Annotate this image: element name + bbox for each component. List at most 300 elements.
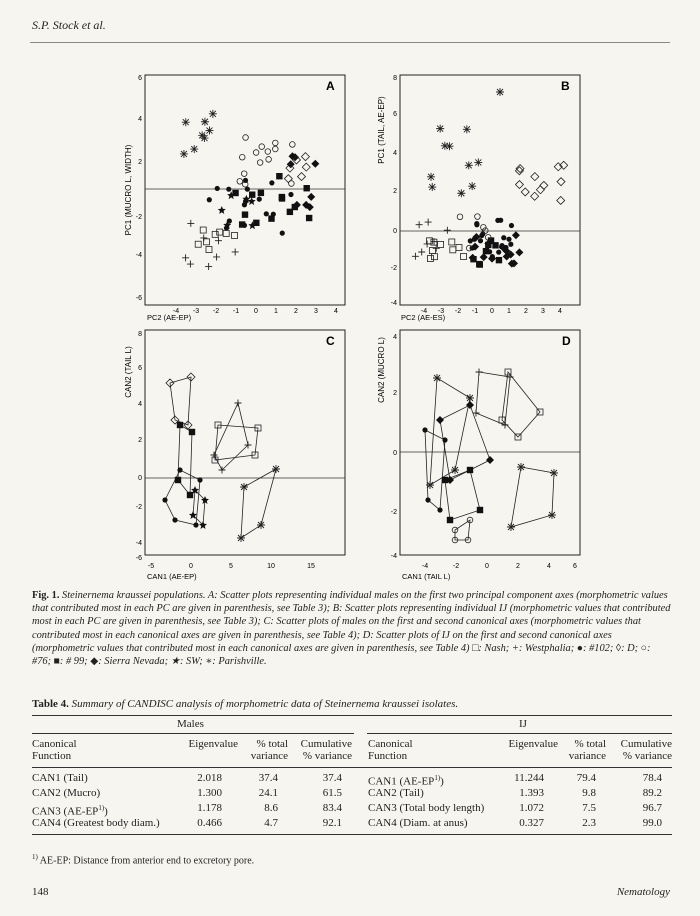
- scatter-marker: [485, 242, 491, 248]
- panel-c-ytick: -4: [135, 540, 142, 547]
- males-row-1-function: CAN1 (Tail): [32, 772, 88, 784]
- scatter-marker: [477, 507, 483, 513]
- ij-row-2-eigen: 1.393: [519, 787, 544, 799]
- scatter-marker: [437, 507, 442, 512]
- ij-row-4-cum: 99.0: [642, 817, 662, 829]
- ij-col-cum-l1: Cumulative: [620, 738, 672, 750]
- scatter-marker: [461, 253, 467, 259]
- scatter-marker: [239, 154, 245, 160]
- scatter-marker: [531, 192, 539, 200]
- ij-row-1-footnote-ref: 1): [434, 774, 441, 782]
- scatter-marker: [269, 180, 274, 185]
- scatter-marker: [253, 150, 259, 156]
- males-col-pct: [244, 738, 288, 762]
- panel-c-xtick: -5: [147, 563, 155, 570]
- convex-hull-polygon: [440, 405, 490, 480]
- panel-a-xtick: -4: [172, 308, 180, 315]
- scatter-marker: [531, 173, 539, 181]
- scatter-marker: [200, 227, 206, 233]
- scatter-marker: [205, 127, 213, 135]
- panel-d-xlabel: CAN1 (TAIL L): [402, 572, 451, 581]
- ij-row-2-cum: 89.2: [642, 787, 662, 799]
- scatter-marker: [215, 186, 220, 191]
- males-col-cum: [292, 738, 352, 762]
- males-col-function-l2: Function: [32, 750, 72, 762]
- scatter-marker: [486, 456, 494, 464]
- panel-a: [124, 75, 345, 322]
- ij-row-1-pct: 79.4: [576, 772, 596, 784]
- scatter-marker: [172, 517, 177, 522]
- panel-c-xtick: 15: [307, 563, 315, 570]
- scatter-marker: [264, 211, 269, 216]
- table-title-text: Summary of CANDISC analysis of morphometric data of Steinernema kraussei isolates.: [71, 698, 459, 710]
- scatter-marker: [488, 255, 496, 263]
- scatter-marker: [427, 173, 435, 181]
- scatter-marker: [431, 254, 437, 260]
- panel-a-xtick: 4: [334, 308, 338, 315]
- scatter-marker: [438, 241, 444, 247]
- males-row-4-function: CAN4 (Greatest body diam.): [32, 817, 160, 829]
- panel-b-frame: [400, 75, 580, 305]
- scatter-marker: [257, 197, 262, 202]
- ij-row-1-cum: 78.4: [642, 772, 662, 784]
- scatter-marker: [257, 521, 265, 529]
- caption-text: Steinernema kraussei populations. A: Scatter plots representing individual males on the first two principal component axes (morphometric values that contributed most in each PC are given in parenthesis, see Table 3); B: Scatter plots representing individual IJ (morphometric values that contributed most in each PC are given in parenthesis, see Table 3); C: Scatter plots of males on the first and second canonical axes (morphometric values that contributed most in each canonical axes are given in parenthesis, see Table 4); D: Scatter plots of IJ on the first and second canonical axes (morphometric values that contributed most in each canonical axes are given in parenthesis, see Table 4) □: Nash; +: Westphalia; ●: #102; ◊: D; ○: #76; ■: # 99; ◆: Sierra Nevada; ★: SW; ∗: Parishville.: [32, 590, 671, 668]
- scatter-marker: [259, 144, 265, 150]
- scatter-marker: [436, 416, 444, 424]
- scatter-marker: [209, 110, 217, 118]
- scatter-marker: [187, 492, 193, 498]
- scatter-marker: [468, 182, 476, 190]
- scatter-marker: [433, 374, 441, 382]
- panel-d-yticks: [391, 334, 397, 560]
- footnote-marker: 1): [32, 853, 38, 861]
- ij-row-3-eigen: 1.072: [519, 802, 544, 814]
- males-row-4-pct: 4.7: [264, 817, 278, 829]
- scatter-marker: [449, 239, 455, 245]
- scatter-marker: [457, 189, 465, 197]
- scatter-marker: [307, 193, 315, 201]
- figure-caption: [32, 589, 672, 668]
- scatter-marker: [427, 256, 433, 262]
- panel-b-points: [412, 88, 568, 268]
- panel-d-ytick: -4: [390, 553, 397, 560]
- ij-row-4-function: CAN4 (Diam. at anus): [368, 817, 468, 829]
- ij-heading: IJ: [519, 718, 527, 730]
- males-row-1-cum: 37.4: [322, 772, 342, 784]
- scatter-marker: [193, 522, 198, 527]
- scatter-marker: [287, 209, 293, 215]
- ij-row-1-eigen: 11.244: [514, 772, 544, 784]
- ij-row-4-eigen: 0.327: [519, 817, 544, 829]
- scatter-marker: [195, 241, 201, 247]
- panel-b-xtick: -3: [437, 308, 445, 315]
- scatter-marker: [217, 229, 223, 235]
- scatter-marker: [444, 227, 451, 234]
- panel-a-xtick: 1: [274, 308, 278, 315]
- scatter-marker: [436, 125, 444, 133]
- panel-b-ylabel: PC1 (TAIL, AE-EP): [377, 96, 386, 164]
- scatter-marker: [540, 181, 548, 189]
- scatter-marker: [442, 477, 448, 483]
- scatter-marker: [536, 186, 544, 194]
- ij-row-1-function: [368, 771, 444, 786]
- scatter-marker: [418, 248, 425, 255]
- scatter-marker: [212, 231, 218, 237]
- scatter-marker: [257, 160, 263, 166]
- journal-name: Nematology: [616, 886, 670, 898]
- panel-d-xtick: 6: [573, 563, 577, 570]
- panel-b-yticks: [391, 75, 397, 307]
- panel-a-xtick: -1: [232, 308, 240, 315]
- scatter-marker: [207, 197, 212, 202]
- panel-b-xtick: -2: [454, 308, 462, 315]
- convex-hull-polygon: [214, 403, 248, 470]
- panel-b-ytick: 2: [393, 188, 397, 195]
- scatter-marker: [483, 228, 489, 234]
- males-col-pct-l1: % total: [256, 738, 288, 750]
- scatter-marker: [425, 219, 432, 226]
- scatter-marker: [175, 477, 181, 483]
- scatter-marker: [162, 497, 167, 502]
- scatter-marker: [508, 242, 513, 247]
- panel-a-ytick: 2: [138, 159, 142, 166]
- scatter-marker: [557, 196, 565, 204]
- panel-b-xtick: 2: [524, 308, 528, 315]
- scatter-marker: [451, 466, 459, 474]
- panel-a-xtick: 3: [314, 308, 318, 315]
- convex-hull-polygon: [502, 372, 540, 437]
- panel-d-xticks: [422, 563, 577, 570]
- males-row-3-footnote-ref: 1): [98, 804, 105, 812]
- panel-d-frame: [400, 330, 580, 555]
- ij-row-3-cum: 96.7: [642, 802, 662, 814]
- males-col-eigen: Eigenvalue: [188, 738, 238, 750]
- scatter-marker: [268, 215, 274, 221]
- table-title: [32, 698, 458, 710]
- panel-c-points: [162, 373, 280, 542]
- panel-a-letter: A: [326, 79, 335, 93]
- scatter-marker: [424, 240, 431, 247]
- scatter-marker: [483, 248, 489, 254]
- panel-c-ytick: 0: [138, 475, 142, 482]
- caption-label: Fig. 1.: [32, 590, 60, 601]
- panel-d-ytick: 4: [393, 334, 397, 341]
- panel-a-xtick: -2: [212, 308, 220, 315]
- panel-b-ytick: 8: [393, 75, 397, 82]
- scatter-marker: [425, 497, 430, 502]
- ij-col-cum-l2: % variance: [622, 750, 672, 762]
- panel-c-ylabel: CAN2 (TAIL L): [124, 346, 133, 398]
- scatter-marker: [442, 437, 447, 442]
- panel-c-xlabel: CAN1 (AE-EP): [147, 572, 197, 581]
- ij-row-3-function: CAN3 (Total body length): [368, 802, 485, 814]
- scatter-marker: [273, 140, 279, 146]
- panel-c-ytick: -6: [135, 555, 142, 562]
- scatter-marker: [232, 248, 239, 255]
- page-number: 148: [32, 886, 49, 898]
- convex-hull-polygon: [430, 378, 470, 485]
- males-col-function: [32, 738, 77, 762]
- scatter-marker: [433, 245, 440, 252]
- scatter-marker: [177, 467, 182, 472]
- convex-hull-polygon: [215, 425, 258, 460]
- scatter-marker: [474, 222, 479, 227]
- panel-b-ytick: 4: [393, 150, 397, 157]
- scatter-marker: [474, 158, 482, 166]
- convex-hull-polygon: [178, 425, 192, 495]
- scatter-marker: [187, 220, 194, 227]
- panel-b-xtick: 4: [558, 308, 562, 315]
- ij-row-3-pct: 7.5: [582, 802, 596, 814]
- scatter-marker: [288, 192, 293, 197]
- scatter-marker: [477, 261, 483, 267]
- scatter-marker: [304, 185, 310, 191]
- males-row-3-pct: 8.6: [264, 802, 278, 814]
- scatter-marker: [204, 239, 210, 245]
- scatter-marker: [211, 452, 218, 459]
- scatter-marker: [201, 118, 209, 126]
- panel-d-xtick: 0: [485, 563, 489, 570]
- scatter-marker: [182, 118, 190, 126]
- scatter-marker: [515, 248, 523, 256]
- scatter-marker: [189, 429, 195, 435]
- panel-b-xtick: 0: [490, 308, 494, 315]
- scatter-marker: [450, 247, 456, 253]
- scatter-marker: [215, 237, 222, 244]
- males-heading: Males: [177, 718, 204, 730]
- panel-a-yticks: [136, 75, 142, 302]
- panel-b-xtick: 3: [541, 308, 545, 315]
- scatter-marker: [467, 467, 473, 473]
- scatter-marker: [463, 125, 471, 133]
- scatter-marker: [441, 142, 449, 150]
- scatter-marker: [232, 232, 238, 238]
- scatter-marker: [498, 218, 503, 223]
- scatter-marker: [284, 175, 292, 183]
- males-col-pct-l2: variance: [250, 750, 288, 762]
- males-row-3-function-end: ): [104, 805, 108, 818]
- panel-a-xticks: [173, 308, 338, 315]
- scatter-marker: [557, 178, 565, 186]
- panel-d-xtick: 2: [516, 563, 520, 570]
- scatter-marker: [223, 230, 229, 236]
- males-row-2-eigen: 1.300: [197, 787, 222, 799]
- scatter-marker: [507, 523, 515, 531]
- scatter-marker: [492, 242, 498, 248]
- scatter-marker: [245, 187, 250, 192]
- table-label: Table 4.: [32, 698, 69, 710]
- scatter-marker: [478, 238, 483, 243]
- ij-row-2-pct: 9.8: [582, 787, 596, 799]
- convex-hull-polygon: [511, 467, 554, 527]
- scatter-marker: [266, 157, 272, 163]
- panel-d-polygons: [425, 372, 554, 540]
- panel-c-letter: C: [326, 334, 335, 348]
- panel-c-ytick: -2: [135, 504, 142, 511]
- panel-a-xlabel: PC2 (AE-EP): [147, 313, 192, 322]
- scatter-marker: [280, 231, 285, 236]
- scatter-marker: [502, 422, 509, 429]
- panel-a-points: [180, 110, 319, 270]
- males-col-function-l1: Canonical: [32, 738, 77, 750]
- panel-a-ytick: 4: [138, 116, 142, 123]
- panel-a-ytick: -4: [135, 252, 142, 259]
- scatter-marker: [213, 253, 220, 260]
- ij-col-pct-l2: variance: [568, 750, 606, 762]
- panel-c-yticks: [136, 331, 142, 562]
- scatter-marker: [517, 463, 525, 471]
- scatter-marker: [466, 394, 474, 402]
- scatter-marker: [506, 237, 511, 242]
- panel-c-xtick: 0: [189, 563, 193, 570]
- scatter-marker: [273, 146, 279, 152]
- males-col-cum-l1: Cumulative: [300, 738, 352, 750]
- males-row-3-function-text: CAN3 (AE-EP: [32, 805, 99, 818]
- scatter-marker: [198, 131, 206, 139]
- scatter-marker: [550, 469, 558, 477]
- males-row-2-cum: 61.5: [322, 787, 342, 799]
- ij-heading-rule: [367, 733, 672, 734]
- males-row-4-cum: 92.1: [322, 817, 342, 829]
- running-header-author: S.P. Stock et al.: [32, 18, 106, 32]
- scatter-marker: [180, 150, 188, 158]
- ij-row-1-function-end: ): [440, 775, 444, 788]
- males-heading-rule: [32, 733, 354, 734]
- table-footnote: [32, 853, 254, 866]
- panel-a-xtick: 2: [294, 308, 298, 315]
- males-row-3-function: [32, 801, 108, 816]
- panel-a-ytick: -6: [135, 295, 142, 302]
- scatter-marker: [239, 221, 245, 227]
- panel-d-ytick: -2: [390, 509, 397, 516]
- scatter-marker: [177, 422, 183, 428]
- scatter-marker: [182, 254, 189, 261]
- scatter-marker: [200, 234, 207, 241]
- panel-c-polygons: [165, 377, 276, 538]
- panel-b-xtick: 1: [507, 308, 511, 315]
- scatter-marker: [512, 231, 520, 239]
- scatter-marker: [276, 173, 282, 179]
- table-top-rule: [32, 715, 672, 716]
- ij-col-cum: [610, 738, 672, 762]
- scatter-marker: [496, 250, 501, 255]
- scatter-marker: [237, 534, 245, 542]
- scatter-marker: [447, 517, 453, 523]
- scatter-marker: [496, 257, 502, 263]
- scatter-marker: [501, 235, 506, 240]
- males-row-3-cum: 83.4: [322, 802, 342, 814]
- panel-a-xtick: 0: [254, 308, 258, 315]
- scatter-marker: [481, 225, 487, 231]
- panel-c-xtick: 5: [229, 563, 233, 570]
- scatter-marker: [226, 187, 231, 192]
- ij-row-2-function: CAN2 (Tail): [368, 787, 424, 799]
- panel-b-ytick: 6: [393, 111, 397, 118]
- panel-c-ytick: 6: [138, 365, 142, 372]
- panel-c-ytick: 4: [138, 401, 142, 408]
- scatter-marker: [412, 253, 419, 260]
- scatter-marker: [475, 214, 481, 220]
- ij-row-4-pct: 2.3: [582, 817, 596, 829]
- scatter-marker: [197, 477, 202, 482]
- scatter-marker: [426, 481, 434, 489]
- panel-b-xtick: -4: [420, 308, 428, 315]
- scatter-marker: [457, 214, 463, 220]
- scatter-marker: [205, 263, 212, 270]
- scatter-marker: [242, 211, 248, 217]
- scatter-marker: [206, 247, 212, 253]
- panel-d-xtick: -2: [452, 563, 460, 570]
- scatter-marker: [241, 171, 247, 177]
- panel-d-letter: D: [562, 334, 571, 348]
- scatter-marker: [243, 135, 249, 141]
- scatter-marker: [235, 400, 242, 407]
- panel-d-xtick: -4: [421, 563, 429, 570]
- panel-c-ytick: 8: [138, 331, 142, 338]
- scatter-marker: [302, 163, 310, 171]
- footnote-text: AE-EP: Distance from anterior end to excretory pore.: [39, 855, 255, 867]
- ij-col-function: [368, 738, 413, 762]
- males-row-3-eigen: 1.178: [197, 802, 222, 814]
- ij-col-pct: [562, 738, 606, 762]
- scatter-marker: [249, 191, 255, 197]
- panel-b-ytick: 0: [393, 228, 397, 235]
- panel-b-letter: B: [561, 79, 570, 93]
- panel-b-ytick: -4: [390, 300, 397, 307]
- scatter-marker: [515, 181, 523, 189]
- ij-col-eigen: Eigenvalue: [508, 738, 558, 750]
- panel-a-ytick: -2: [135, 214, 142, 221]
- panel-d-ylabel: CAN2 (MUCRO L): [377, 337, 386, 403]
- scatter-marker: [465, 161, 473, 169]
- males-col-cum-l2: % variance: [302, 750, 352, 762]
- panel-c-ytick: 2: [138, 437, 142, 444]
- scatter-marker: [218, 206, 226, 214]
- scatter-marker: [258, 190, 264, 196]
- males-row-1-eigen: 2.018: [197, 772, 222, 784]
- panel-b-xtick: -1: [471, 308, 479, 315]
- scatter-marker: [190, 145, 198, 153]
- scatter-marker: [428, 183, 436, 191]
- scatter-marker: [297, 173, 305, 181]
- ij-col-function-l2: Function: [368, 750, 408, 762]
- panel-d: [377, 330, 580, 581]
- table-header-rule: [32, 767, 672, 768]
- scatter-marker: [470, 256, 476, 262]
- panel-d-ytick: 0: [393, 450, 397, 457]
- scatter-marker: [272, 465, 280, 473]
- scatter-marker: [521, 188, 529, 196]
- panel-d-ytick: 2: [393, 390, 397, 397]
- males-row-2-function: CAN2 (Mucro): [32, 787, 101, 799]
- scatter-marker: [311, 160, 319, 168]
- table-bottom-rule: [32, 834, 672, 835]
- scatter-marker: [416, 221, 423, 228]
- males-row-4-eigen: 0.466: [197, 817, 222, 829]
- scatter-marker: [301, 153, 309, 161]
- scatter-marker: [306, 215, 312, 221]
- scatter-marker: [243, 178, 248, 183]
- males-row-1-pct: 37.4: [258, 772, 278, 784]
- panel-d-xtick: 4: [547, 563, 551, 570]
- panel-a-xtick: -3: [192, 308, 200, 315]
- scatter-marker: [422, 427, 427, 432]
- panel-b-xlabel: PC2 (AE-ES): [401, 313, 446, 322]
- panel-c: [124, 330, 345, 581]
- panel-c-xticks: [148, 563, 315, 570]
- panel-a-ylabel: PC1 (MUCRO L, WIDTH): [124, 144, 133, 236]
